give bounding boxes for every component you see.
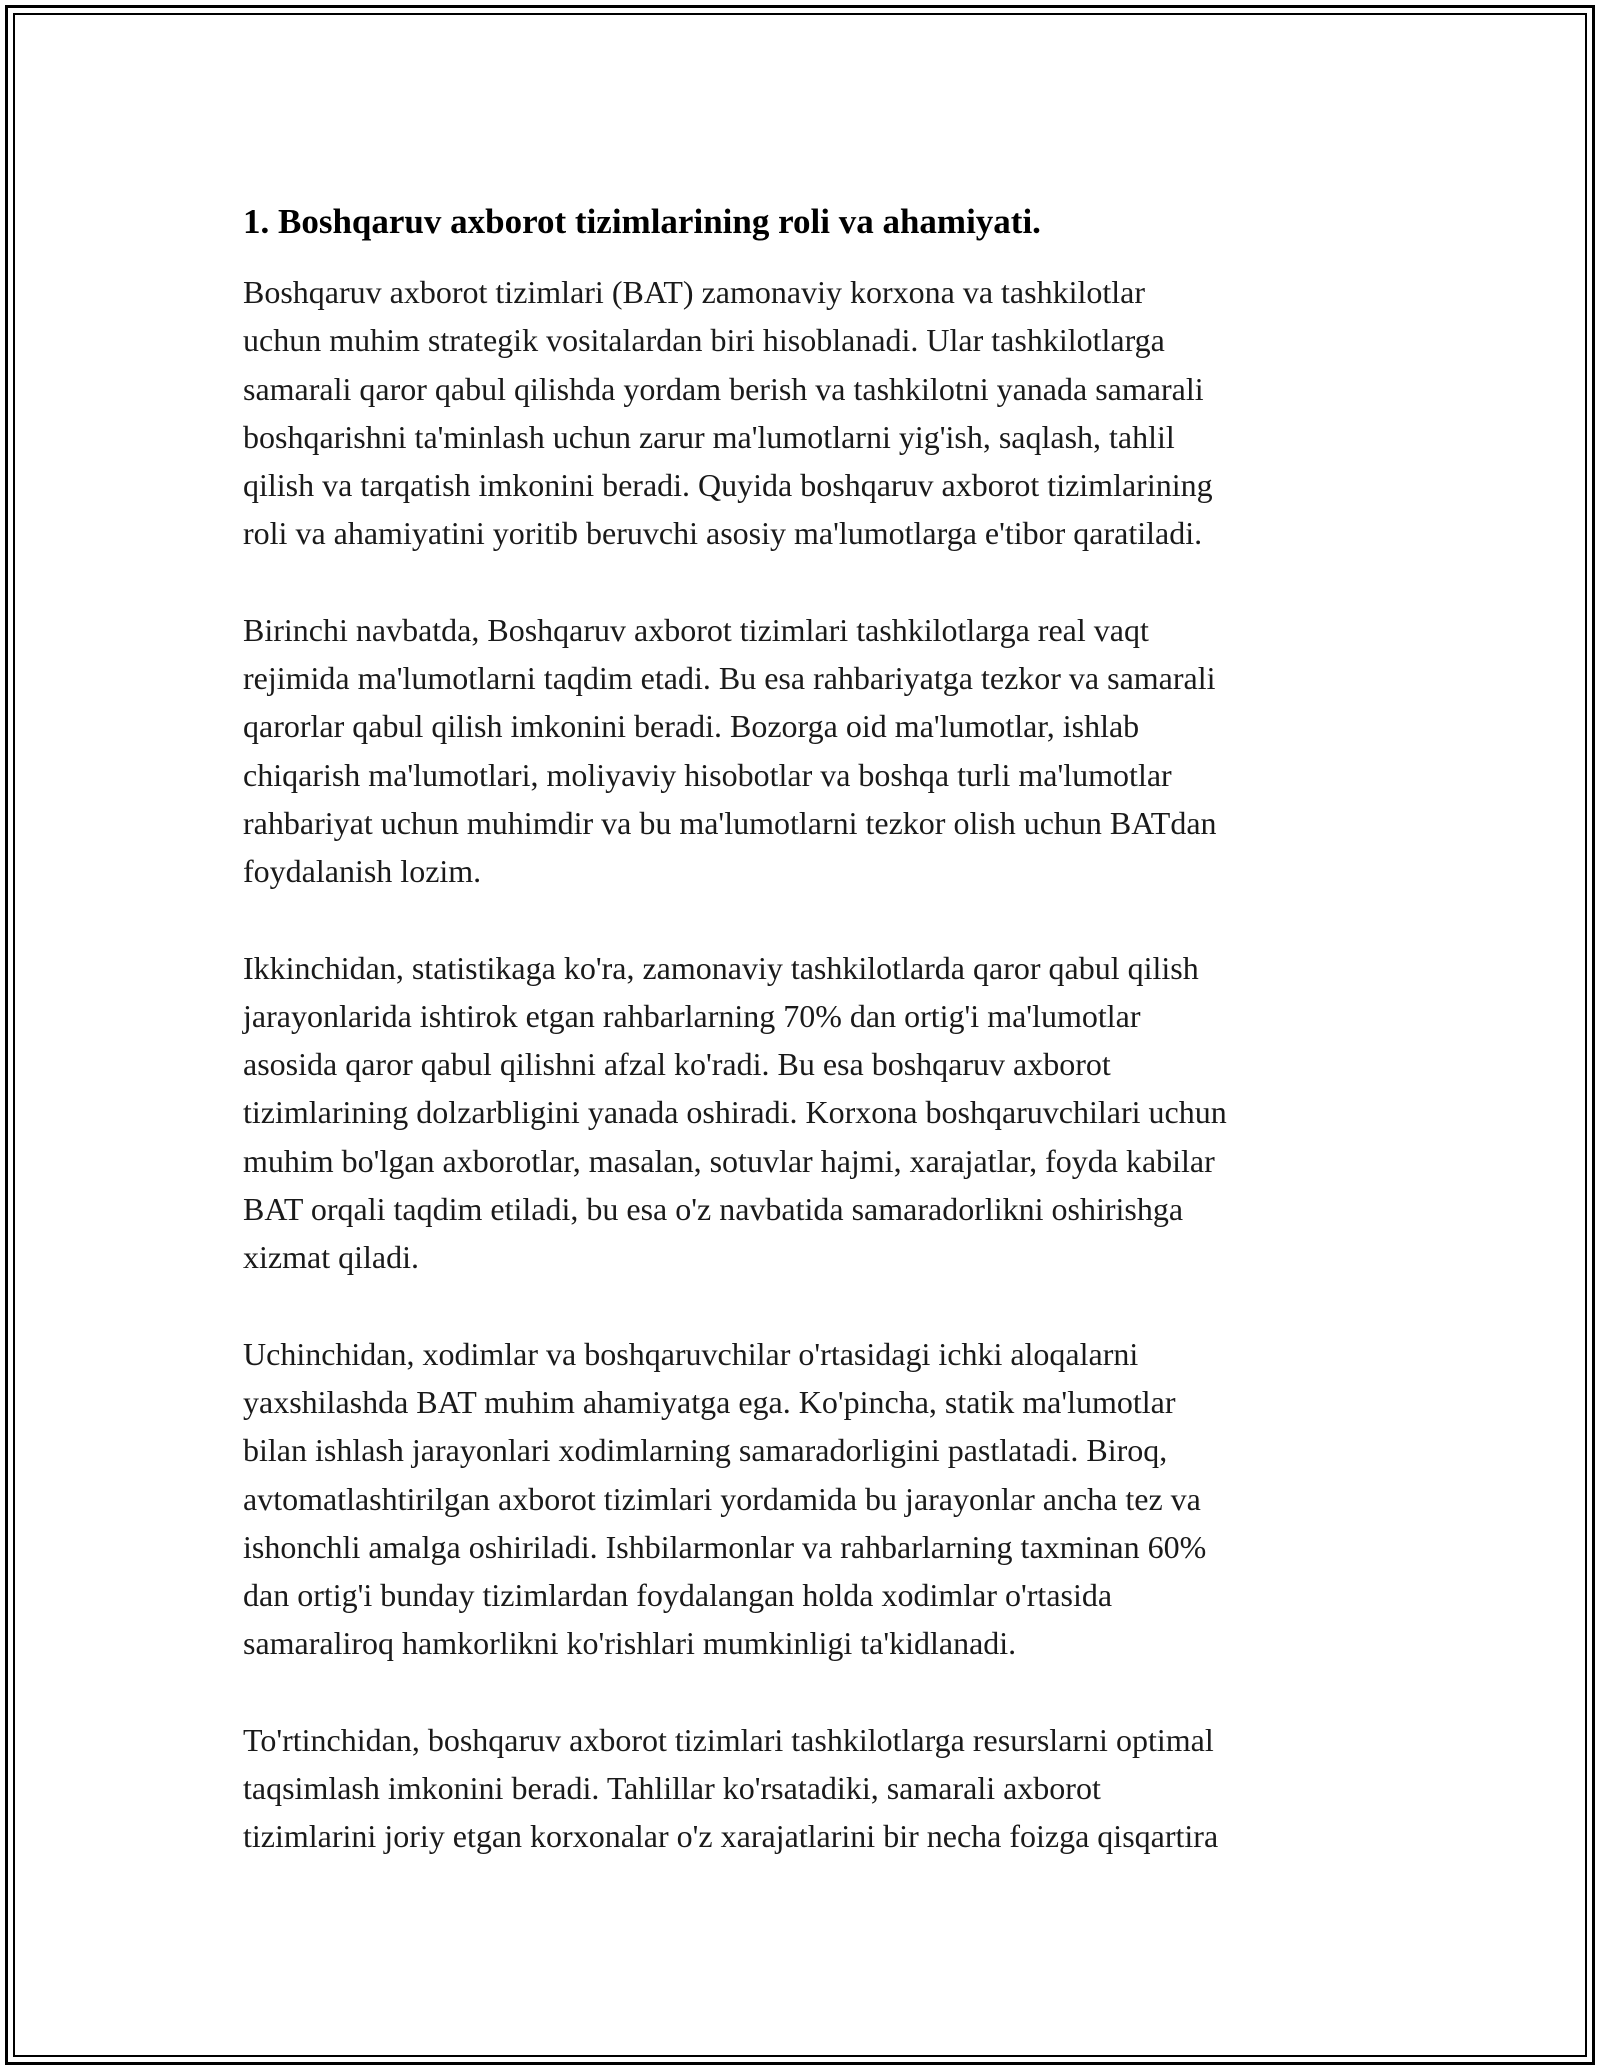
paragraph-5: To'rtinchidan, boshqaruv axborot tizimlari tashkilotlarga resurslarni optimal taqsimlash imkonini beradi. Tahlillar ko'rsatadiki, samarali axborot tizimlarini joriy etgan korxonalar o'z xarajatlarini bir necha foizga qisqartira [243, 1721, 1219, 1855]
paragraph-3: Ikkinchidan, statistikaga ko'ra, zamonaviy tashkilotlarda qaror qabul qilish jarayonlarida ishtirok etgan rahbarlarning 70% dan ortig'i ma'lumotlar asosida qaror qabul qilishni afzal ko'radi. Bu esa boshqaruv axborot tizimlarining dolzarbligini yanada oshiradi. Korxona boshqaruvchilari uchun muhim bo'lgan axborotlar, masalan, sotuvlar hajmi, xarajatlar, foyda kabilar BAT orqali taqdim etiladi, bu esa o'z navbatida samaradorlikni oshirishga xizmat qiladi. [243, 949, 1227, 1276]
paragraph-2: Birinchi navbatda, Boshqaruv axborot tizimlari tashkilotlarga real vaqt rejimida ma'lumotlarni taqdim etadi. Bu esa rahbariyatga tezkor va samarali qarorlar qabul qilish imkonini beradi. Bozorga oid ma'lumotlar, ishlab chiqarish ma'lumotlari, moliyaviy hisobotlar va boshqa turli ma'lumotlar rahbariyat uchun muhimdir va bu ma'lumotlarni tezkor olish uchun BATdan foydalanish lozim. [243, 611, 1217, 890]
document-page [5, 5, 1595, 2065]
paragraph-4: Uchinchidan, xodimlar va boshqaruvchilar o'rtasidagi ichki aloqalarni yaxshilashda BAT muhim ahamiyatga ega. Ko'pincha, statik ma'lumotlar bilan ishlash jarayonlari xodimlarning samaradorligini pastlatadi. Biroq, avtomatlashtirilgan axborot tizimlari yordamida bu jarayonlar ancha tez va ishonchli amalga oshiriladi. Ishbilarmonlar va rahbarlarning taxminan 60% dan ortig'i bunday tizimlardan foydalangan holda xodimlar o'rtasida samaraliroq hamkorlikni ko'rishlari mumkinligi ta'kidlanadi. [243, 1335, 1207, 1662]
paragraph-1: Boshqaruv axborot tizimlari (BAT) zamonaviy korxona va tashkilotlar uchun muhim strategik vositalardan biri hisoblanadi. Ular tashkilotlarga samarali qaror qabul qilishda yordam berish va tashkilotni yanada samarali boshqarishni ta'minlash uchun zarur ma'lumotlarni yig'ish, saqlash, tahlil qilish va tarqatish imkonini beradi. Quyida boshqaruv axborot tizimlarining roli va ahamiyatini yoritib beruvchi asosiy ma'lumotlarga e'tibor qaratiladi. [243, 274, 1213, 552]
document-body [243, 194, 1383, 1909]
section-heading: 1. Boshqaruv axborot tizimlarining roli va ahamiyati. [243, 202, 1041, 241]
